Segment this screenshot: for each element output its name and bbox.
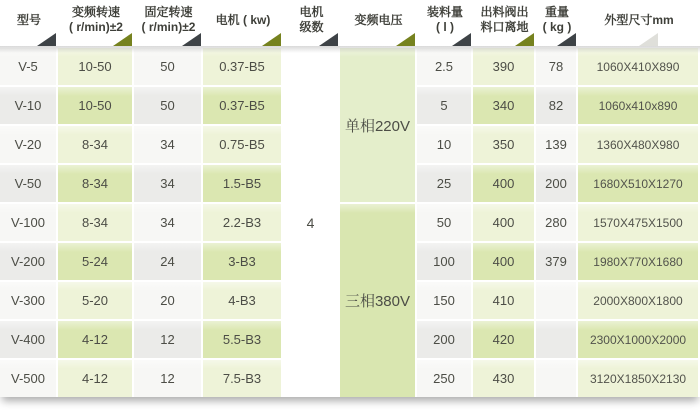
cell-capacity: 25: [417, 163, 473, 202]
corner-triangle-icon: [452, 33, 471, 46]
header-label: 变频电压: [354, 12, 403, 27]
header-cell-weight: [536, 0, 578, 46]
cell-weight: 379: [536, 241, 578, 280]
cell-motor: 3-B3: [203, 241, 283, 280]
cell-weight: 200: [536, 163, 578, 202]
cell-vfd_speed: 4-12: [58, 319, 134, 358]
cell-motor: 1.5-B5: [203, 163, 283, 202]
cell-model: V-100: [0, 202, 58, 241]
header-cell-motor: [203, 0, 283, 46]
header-label: 电机: [299, 5, 324, 19]
header-label: 外型尺寸mm: [604, 12, 674, 27]
corner-triangle-icon: [557, 33, 576, 46]
header-label: 重量: [544, 5, 569, 19]
cell-weight: 139: [536, 124, 578, 163]
header-label: ( kg ): [542, 20, 572, 34]
header-label: 型号: [16, 12, 41, 27]
cell-dimensions: 2300X1000X2000: [578, 319, 700, 358]
cell-fixed_speed: 34: [134, 202, 203, 241]
cell-fixed_speed: 50: [134, 85, 203, 124]
header-cell-dimensions: [578, 0, 700, 46]
corner-triangle-icon: [639, 33, 658, 46]
corner-triangle-icon: [37, 33, 56, 46]
cell-outlet_height: 400: [473, 241, 536, 280]
cell-vfd_speed: 8-34: [58, 202, 134, 241]
cell-motor: 0.37-B5: [203, 85, 283, 124]
cell-vfd_speed: 10-50: [58, 46, 134, 85]
header-label: ( l ): [436, 20, 454, 34]
header-cell-capacity: [417, 0, 473, 46]
cell-model: V-5: [0, 46, 58, 85]
cell-motor: 4-B3: [203, 280, 283, 319]
cell-model: V-50: [0, 163, 58, 202]
cell-model: V-200: [0, 241, 58, 280]
cell-model: V-20: [0, 124, 58, 163]
cell-model: V-10: [0, 85, 58, 124]
cell-fixed_speed: 50: [134, 46, 203, 85]
header-label: 出料阀出: [480, 5, 529, 19]
cell-capacity: 5: [417, 85, 473, 124]
cell-motor: 2.2-B3: [203, 202, 283, 241]
cell-outlet_height: 350: [473, 124, 536, 163]
cell-weight: [536, 280, 578, 319]
header-label: 料口离地: [480, 20, 529, 34]
cell-dimensions: 1060x410x890: [578, 85, 700, 124]
cell-model: V-300: [0, 280, 58, 319]
cell-vfd_speed: 8-34: [58, 124, 134, 163]
cell-dimensions: 2000X800X1800: [578, 280, 700, 319]
header-cell-outlet_height: [473, 0, 536, 46]
cell-vfd_speed: 5-24: [58, 241, 134, 280]
cell-voltage-three-phase: 三相380V: [340, 202, 417, 397]
cell-model: V-500: [0, 358, 58, 397]
header-cell-voltage: [340, 0, 417, 46]
cell-fixed_speed: 20: [134, 280, 203, 319]
cell-weight: 280: [536, 202, 578, 241]
header-label: 变频转速: [71, 5, 120, 19]
cell-vfd_speed: 10-50: [58, 85, 134, 124]
cell-voltage-single-phase: 单相220V: [340, 46, 417, 202]
corner-triangle-icon: [262, 33, 281, 46]
cell-outlet_height: 420: [473, 319, 536, 358]
cell-motor: 7.5-B3: [203, 358, 283, 397]
cell-fixed_speed: 24: [134, 241, 203, 280]
header-cell-fixed_speed: [134, 0, 203, 46]
corner-triangle-icon: [182, 33, 201, 46]
corner-triangle-icon: [319, 33, 338, 46]
cell-capacity: 2.5: [417, 46, 473, 85]
cell-outlet_height: 400: [473, 163, 536, 202]
cell-dimensions: 1060X410X890: [578, 46, 700, 85]
cell-outlet_height: 340: [473, 85, 536, 124]
cell-fixed_speed: 34: [134, 163, 203, 202]
header-label: ( r/min)±2: [141, 20, 196, 34]
cell-vfd_speed: 8-34: [58, 163, 134, 202]
cell-fixed_speed: 12: [134, 358, 203, 397]
cell-fixed_speed: 34: [134, 124, 203, 163]
cell-fixed_speed: 12: [134, 319, 203, 358]
cell-outlet_height: 410: [473, 280, 536, 319]
header-label: ( r/min)±2: [69, 20, 123, 34]
cell-outlet_height: 390: [473, 46, 536, 85]
cell-vfd_speed: 4-12: [58, 358, 134, 397]
cell-motor: 0.75-B5: [203, 124, 283, 163]
cell-weight: 82: [536, 85, 578, 124]
cell-motor: 5.5-B3: [203, 319, 283, 358]
cell-capacity: 150: [417, 280, 473, 319]
cell-vfd_speed: 5-20: [58, 280, 134, 319]
header-cell-vfd_speed: [58, 0, 134, 46]
header-label: 固定转速: [144, 5, 193, 19]
corner-triangle-icon: [515, 33, 534, 46]
cell-outlet_height: 430: [473, 358, 536, 397]
cell-dimensions: 1570X475X1500: [578, 202, 700, 241]
cell-dimensions: 1360X480X980: [578, 124, 700, 163]
cell-outlet_height: 400: [473, 202, 536, 241]
cell-weight: [536, 319, 578, 358]
cell-dimensions: 1980X770X1680: [578, 241, 700, 280]
cell-capacity: 200: [417, 319, 473, 358]
cell-capacity: 100: [417, 241, 473, 280]
cell-weight: 78: [536, 46, 578, 85]
corner-triangle-icon: [396, 33, 415, 46]
corner-triangle-icon: [113, 33, 132, 46]
cell-model: V-400: [0, 319, 58, 358]
cell-dimensions: 1680X510X1270: [578, 163, 700, 202]
cell-dimensions: 3120X1850X2130: [578, 358, 700, 397]
header-label: 电机 ( kw): [215, 12, 271, 27]
header-label: 级数: [299, 20, 324, 34]
cell-poles-merged: 4: [283, 46, 340, 397]
cell-capacity: 250: [417, 358, 473, 397]
cell-motor: 0.37-B5: [203, 46, 283, 85]
header-label: 装料量: [426, 5, 463, 19]
cell-capacity: 50: [417, 202, 473, 241]
cell-capacity: 10: [417, 124, 473, 163]
header-cell-model: [0, 0, 58, 46]
cell-weight: [536, 358, 578, 397]
header-cell-poles: [283, 0, 340, 46]
